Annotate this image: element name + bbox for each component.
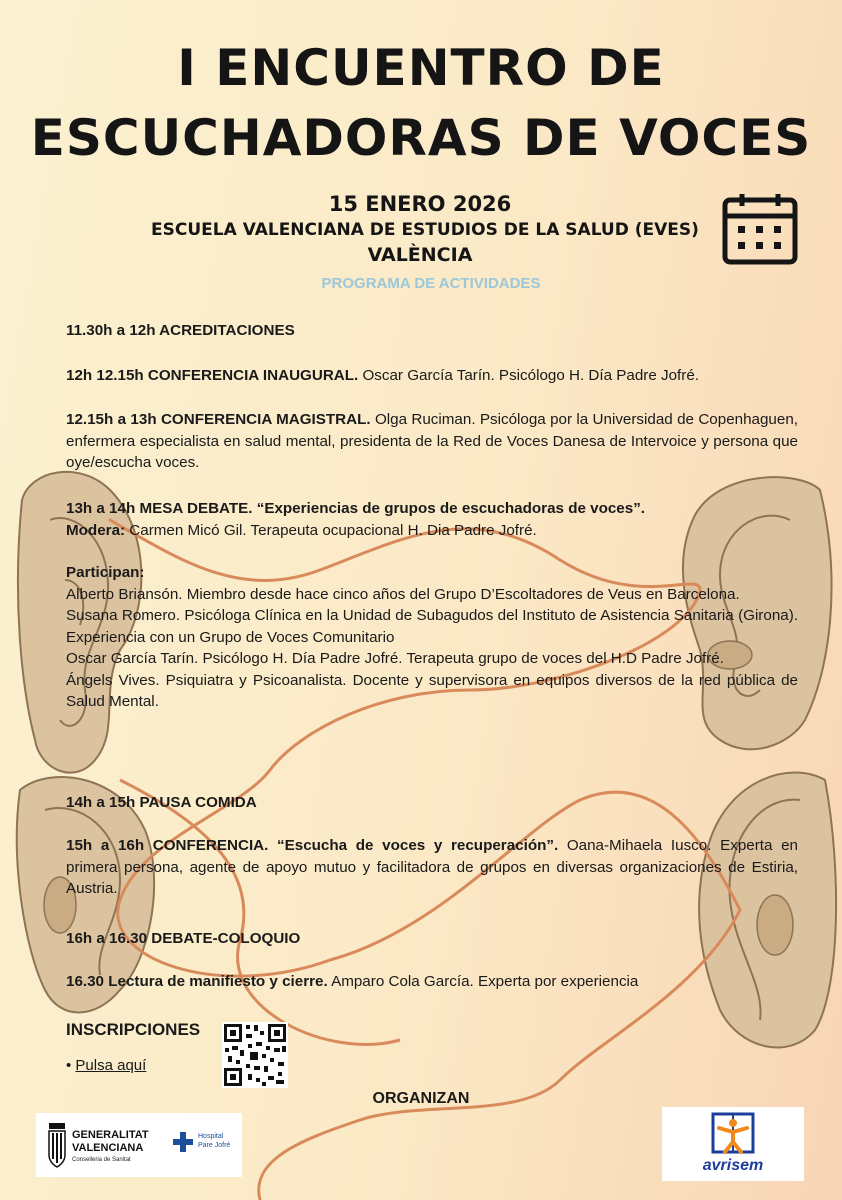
bullet: • <box>66 1057 76 1074</box>
moderator-label: Modera: <box>66 521 126 539</box>
item-heading: 15h a 16h CONFERENCIA. “Escucha de voces y recuperación”. <box>66 837 559 854</box>
program-item-inaugural <box>66 365 798 387</box>
event-title-line1: I ENCUENTRO DE <box>177 39 665 97</box>
item-heading: 14h a 15h PAUSA COMIDA <box>66 794 257 811</box>
item-heading: 11.30h a 12h ACREDITACIONES <box>66 322 295 339</box>
item-heading: 16h a 16.30 DEBATE-COLOQUIO <box>66 930 301 947</box>
program-item-colloquium <box>66 928 798 950</box>
avrisem-logo <box>662 1107 804 1181</box>
program-item-closing <box>66 971 798 993</box>
event-title-line2: ESCUCHADORAS DE VOCES <box>30 109 812 167</box>
item-heading: 12.15h a 13h CONFERENCIA MAGISTRAL. <box>66 411 371 428</box>
gv-line2: VALENCIANA <box>72 1142 144 1154</box>
ear-bottom-right <box>699 773 836 1048</box>
registration-link-row <box>66 1057 146 1074</box>
participant-item: Ángels Vives. Psiquiatra y Psicoanalista. Docente y supervisora en equipos diversos de la red pública de Salud Mental. <box>66 671 798 710</box>
participant-item: Oscar García Tarín. Psicólogo H. Día Padre Jofré. Terapeuta grupo de voces del H.D Padre Jofré. <box>66 650 724 667</box>
item-text: Oana-Mihaela Iusco. Experta en primera persona, agente de apoyo mutuo y facilitadora de grupos en diversas organizaciones de Estiria, Austria. <box>66 837 798 897</box>
event-venue: ESCUELA VALENCIANA DE ESTUDIOS DE LA SALUD (EVES) <box>151 220 699 240</box>
gv-line1: GENERALITAT <box>72 1129 149 1141</box>
hospital-line2: Pare Jofré <box>198 1142 231 1149</box>
item-text: Olga Ruciman. Psicóloga por la Universidad de Copenhaguen, enfermera especialista en salud mental, presidenta de la Red de Voces Danesa de Intervoice y persona que oye/escucha voces. <box>66 411 798 471</box>
hospital-line1: Hospital <box>198 1133 224 1140</box>
program-item-magistral <box>66 409 798 474</box>
generalitat-hospital-logo <box>36 1113 242 1177</box>
gv-subtitle: Conselleria de Sanitat <box>72 1157 131 1163</box>
registration-link[interactable]: Pulsa aquí <box>75 1057 147 1074</box>
item-heading: 16.30 Lectura de manifiesto y cierre. <box>66 973 328 990</box>
event-city: VALÈNCIA <box>367 244 473 266</box>
avrisem-figure-icon <box>711 1112 755 1154</box>
participant-item: Alberto Briansón. Miembro desde hace cinco años del Grupo D’Escoltadores de Veus en Barcelona. <box>66 585 740 603</box>
registration-title: INSCRIPCIONES <box>66 1020 201 1039</box>
moderator-text: Carmen Micó Gil. Terapeuta ocupacional H. Dia Padre Jofré. <box>125 521 537 539</box>
event-date: 15 ENERO 2026 <box>328 192 512 216</box>
program-item-conference <box>66 835 798 900</box>
program-item-debate <box>66 498 798 713</box>
calendar-icon <box>720 192 800 266</box>
program-title: PROGRAMA DE ACTIVIDADES <box>321 275 541 292</box>
item-heading: 12h 12.15h CONFERENCIA INAUGURAL. <box>66 367 359 384</box>
program-item-accreditation <box>66 320 798 342</box>
qr-code[interactable] <box>222 1022 288 1088</box>
avrisem-name: avrisem <box>702 1157 764 1174</box>
participants-label: Participan: <box>66 564 145 581</box>
organizers-title: ORGANIZAN <box>372 1090 470 1107</box>
hospital-cross-icon <box>172 1131 194 1153</box>
program-item-lunch <box>66 792 798 814</box>
participant-item: Susana Romero. Psicóloga Clínica en la Unidad de Subagudos del Instituto de Asistencia Sanitaria (Girona). Experiencia con un Grupo de Voces Comunitario <box>66 607 798 646</box>
item-heading: 13h a 14h MESA DEBATE. “Experiencias de grupos de escuchadoras de voces”. <box>66 500 646 517</box>
item-text: Amparo Cola García. Experta por experiencia <box>327 973 639 990</box>
item-text: Oscar García Tarín. Psicólogo H. Día Padre Jofré. <box>358 367 699 384</box>
gv-emblem-icon <box>46 1121 68 1169</box>
